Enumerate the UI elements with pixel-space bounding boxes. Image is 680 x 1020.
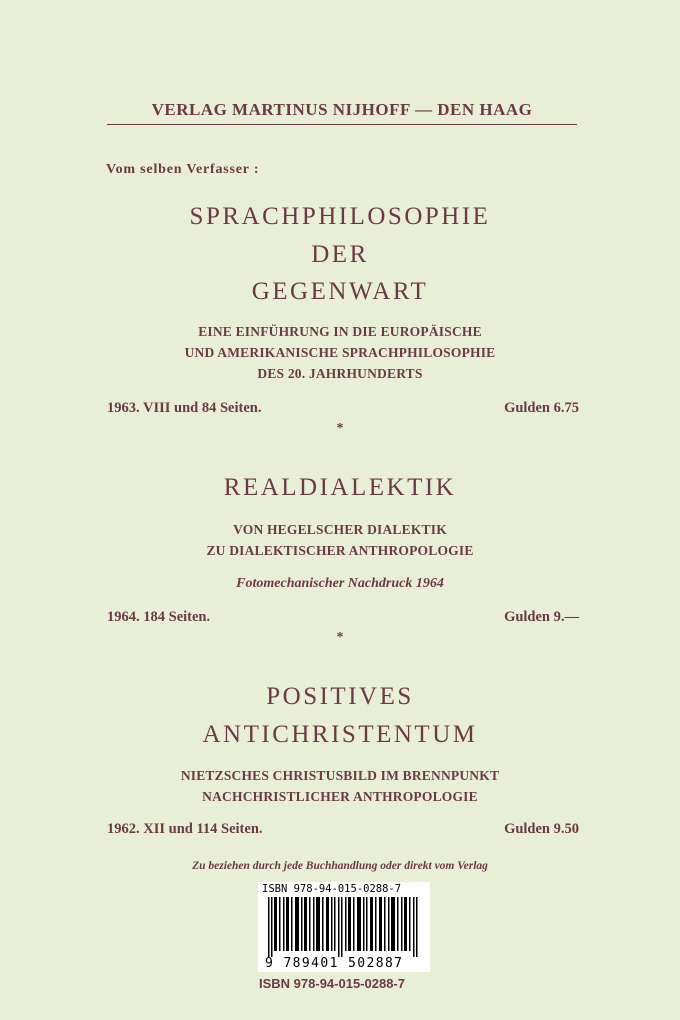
book1-title-line1: SPRACHPHILOSOPHIE (189, 203, 491, 230)
book2-details: 1964. 184 Seiten. (107, 609, 211, 625)
isbn-caption: ISBN 978-94-015-0288-7 (259, 976, 405, 991)
book3-title-line1: POSITIVES (266, 683, 414, 710)
book3-title-line2: ANTICHRISTENTUM (202, 721, 478, 748)
book3-price: Gulden 9.50 (504, 821, 579, 837)
book2-subtitle-line2: ZU DIALEKTISCHER ANTHROPOLOGIE (206, 543, 474, 558)
book2-note: Fotomechanischer Nachdruck 1964 (236, 576, 444, 591)
book1-price: Gulden 6.75 (504, 400, 579, 416)
barcode-bars (262, 897, 426, 957)
header-rule (107, 124, 577, 125)
order-note: Zu beziehen durch jede Buchhandlung oder direkt vom Verlag (192, 860, 488, 872)
publisher-header: VERLAG MARTINUS NIJHOFF — DEN HAAG (151, 100, 533, 119)
book1-subtitle-line3: DES 20. JAHRHUNDERTS (257, 366, 423, 381)
book3-subtitle-line2: NACHCHRISTLICHER ANTHROPOLOGIE (202, 789, 478, 804)
book1-details: 1963. VIII und 84 Seiten. (107, 400, 262, 416)
book1-subtitle-line1: EINE EINFÜHRUNG IN DIE EUROPÄISCHE (198, 324, 482, 339)
book1-title-line2: DER (311, 241, 369, 268)
barcode-digits: 9 789401 502887 (265, 956, 404, 971)
book3-subtitle-line1: NIETZSCHES CHRISTUSBILD IM BRENNPUNKT (180, 768, 500, 783)
book2-subtitle-line1: VON HEGELSCHER DIALEKTIK (233, 522, 447, 537)
separator-star-1: * (336, 421, 344, 436)
book2-title-line1: REALDIALEKTIK (223, 474, 457, 501)
book1-subtitle-line2: UND AMERIKANISCHE SPRACHPHILOSOPHIE (184, 345, 496, 360)
by-author-label: Vom selben Verfasser : (106, 162, 260, 177)
book3-details: 1962. XII und 114 Seiten. (107, 821, 263, 837)
book2-price: Gulden 9.— (504, 609, 579, 625)
separator-star-2: * (336, 630, 344, 645)
barcode-isbn-label: ISBN 978-94-015-0288-7 (262, 883, 402, 895)
book1-title-line3: GEGENWART (251, 278, 429, 305)
